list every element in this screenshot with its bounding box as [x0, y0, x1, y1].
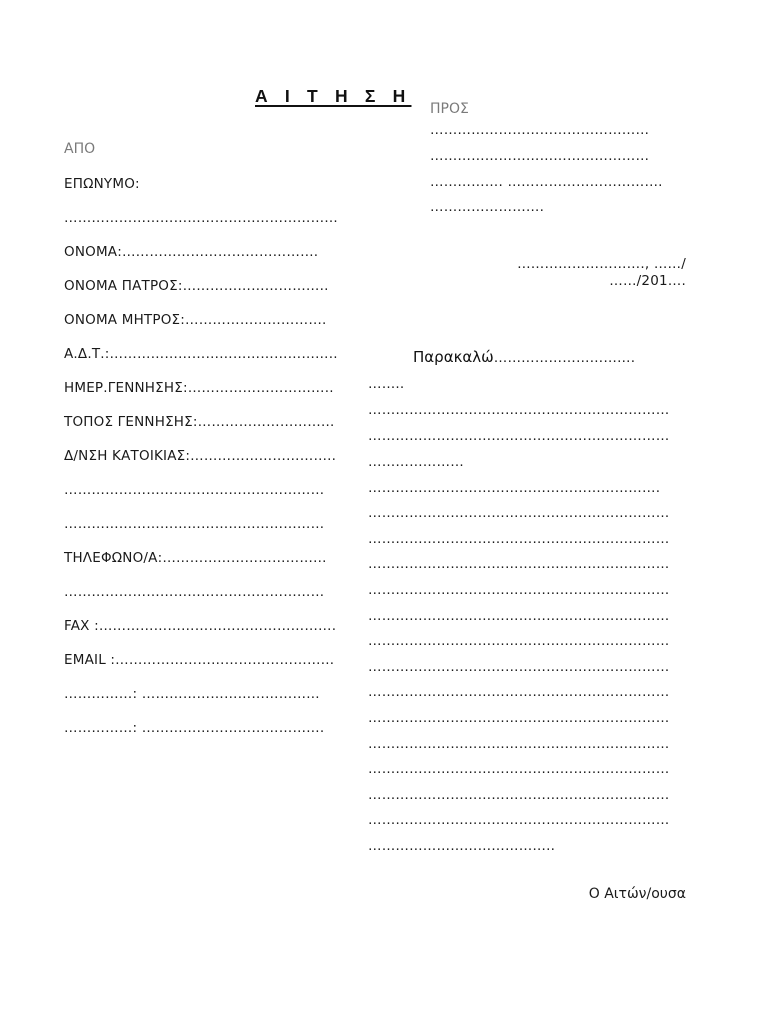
birth-date-field: ΗΜΕΡ.ΓΕΝΝΗΣΗΣ:…………………………..	[64, 380, 334, 396]
request-line-4: …………………	[368, 454, 464, 470]
request-label-dots: ………………………….	[493, 350, 636, 366]
fax-field: FAX :…………………………………………….	[64, 618, 337, 634]
request-line-14: …………………………………………………………	[368, 710, 670, 726]
phone-field: ΤΗΛΕΦΩΝΟ/Α:………………………………	[64, 550, 327, 566]
request-line-7: …………………………………………………………	[368, 531, 670, 547]
extra-field-1: ……………: …………………………………	[64, 686, 320, 702]
request-line-15: …………………………………………………………	[368, 736, 670, 752]
request-line-3: …………………………………………………………	[368, 428, 670, 444]
request-line-1: ……..	[368, 376, 405, 392]
request-line-19: …………………………………..	[368, 838, 556, 854]
recipient-line-1: …………………………………………	[430, 122, 650, 138]
request-line-11: …………………………………………………………	[368, 633, 670, 649]
page-title: Α Ι Τ Η Σ Η	[255, 86, 412, 106]
address-blank-line-1: …………………………………………………	[64, 482, 325, 498]
address-blank-line-2: …………………………………………………	[64, 516, 325, 532]
request-line-2: …………………………………………………………	[368, 402, 670, 418]
request-line-6: …………………………………………………………	[368, 505, 670, 521]
id-number-field: Α.Δ.Τ.:…………………………………………..	[64, 346, 338, 362]
request-line-8: …………………………………………………………	[368, 556, 670, 572]
recipient-line-4: …………………….	[430, 199, 545, 215]
name-field: ΟΝΟΜΑ:…………………………………….	[64, 244, 319, 260]
email-field: EMAIL :…………………………………………	[64, 652, 335, 668]
mother-name-field: ΟΝΟΜΑ ΜΗΤΡΟΣ:………………………….	[64, 312, 327, 328]
request-line-10: …………………………………………………………	[368, 608, 670, 624]
birth-place-field: ΤΟΠΟΣ ΓΕΝΝΗΣΗΣ:…………………………	[64, 414, 335, 430]
phone-blank-line: …………………………………………………	[64, 584, 325, 600]
extra-field-2: ……………: ………………………………….	[64, 720, 325, 736]
recipient-line-3: ……………. …………………………….	[430, 174, 663, 190]
address-field: Δ/ΝΣΗ ΚΑΤΟΙΚΙΑΣ:…………………………..	[64, 448, 337, 464]
surname-blank-line: ……………………………………………………	[64, 210, 338, 226]
to-label: ΠΡΟΣ	[430, 101, 469, 117]
request-line-18: …………………………………………………………	[368, 812, 670, 828]
request-label: Παρακαλώ	[413, 348, 494, 366]
date-line-1: ………………………., ……/	[517, 256, 686, 272]
request-line-5: ……………………………………………………….	[368, 480, 661, 496]
surname-field: ΕΠΩΝΥΜΟ:	[64, 176, 140, 192]
date-line-2: ……/201….	[609, 273, 686, 289]
request-line-17: …………………………………………………………	[368, 787, 670, 803]
signature-label: Ο Αιτών/ουσα	[588, 886, 686, 902]
request-line-12: …………………………………………………………	[368, 659, 670, 675]
from-label: ΑΠΟ	[64, 141, 96, 157]
request-line-16: …………………………………………………………	[368, 761, 670, 777]
request-heading	[413, 348, 635, 366]
father-name-field: ΟΝΟΜΑ ΠΑΤΡΟΣ:…………………………..	[64, 278, 329, 294]
request-line-9: …………………………………………………………	[368, 582, 670, 598]
request-line-13: …………………………………………………………	[368, 684, 670, 700]
recipient-line-2: …………………………………………	[430, 148, 650, 164]
